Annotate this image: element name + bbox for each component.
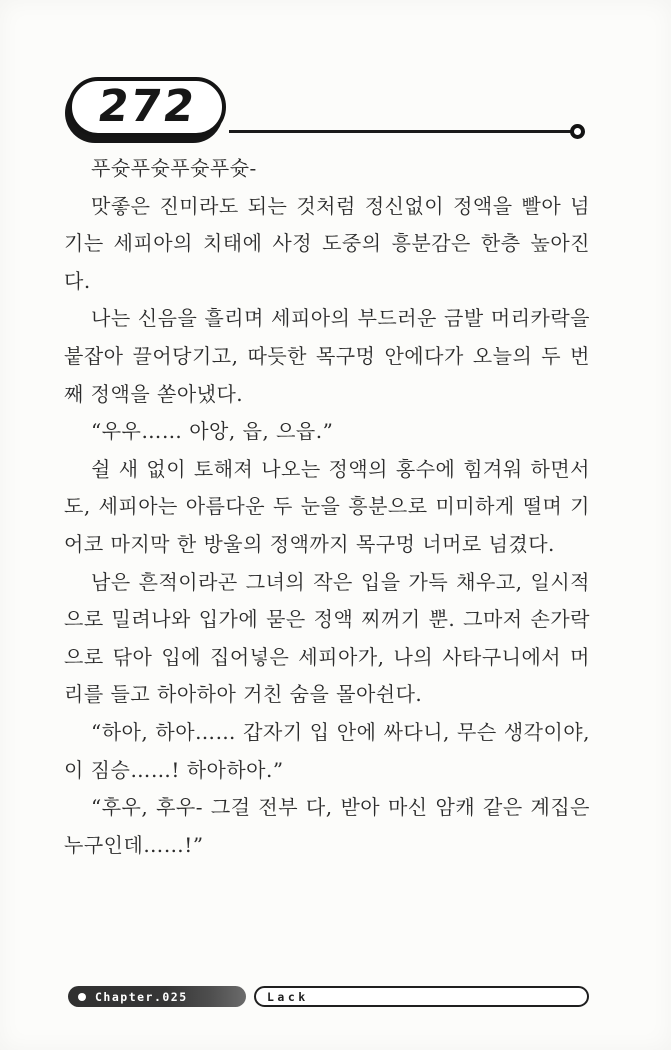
page-number: 272 — [94, 81, 200, 132]
paragraph: 맛좋은 진미라도 되는 것처럼 정신없이 정액을 빨아 넘기는 세피아의 치태에 사정 도중의 흥분감은 한층 높아진다. — [64, 193, 590, 293]
dialogue-line: “후우, 후우- 그걸 전부 다, 받아 마신 암캐 같은 계집은 누구인데……!” — [64, 795, 590, 857]
chapter-badge — [68, 986, 246, 1007]
chapter-label: Chapter.025 — [95, 989, 188, 1004]
header-ring-icon — [570, 124, 585, 139]
dialogue-line: “하아, 하아…… 갑자기 입 안에 싸다니, 무슨 생각이야, 이 짐승……! 하아하아.” — [64, 719, 590, 782]
bullet-icon — [78, 993, 86, 1001]
sfx-line: 푸슛푸슛푸슛푸슛- — [91, 156, 257, 180]
paragraph: 나는 신음을 흘리며 세피아의 부드러운 금발 머리카락을 붙잡아 끌어당기고, 따듯한 목구멍 안에다가 오늘의 두 번째 정액을 쏟아냈다. — [64, 306, 590, 406]
book-title-label: Lack — [267, 989, 309, 1004]
header-rule — [229, 130, 571, 133]
dialogue-line: “우우…… 아앙, 읍, 으읍.” — [91, 419, 334, 444]
page-footer — [68, 986, 589, 1007]
paragraph: 쉴 새 없이 토해져 나오는 정액의 홍수에 힘겨워 하면서도, 세피아는 아름다운 두 눈을 흥분으로 미미하게 떨며 기어코 마지막 한 방울의 정액까지 목구멍 너머로 넘겼다. — [64, 456, 590, 556]
page-text — [64, 150, 590, 864]
paragraph: 남은 흔적이라곤 그녀의 작은 입을 가득 채우고, 일시적으로 밀려나와 입가에 묻은 정액 찌꺼기 뿐. 그마저 손가락으로 닦아 입에 집어넣은 세피아가, 나의 사타구니에서 머리를 들고 하아하아 거친 숨을 몰아쉰다. — [64, 569, 590, 707]
book-title-badge — [254, 986, 589, 1007]
page-number-badge — [68, 77, 226, 137]
page-header — [0, 0, 671, 150]
